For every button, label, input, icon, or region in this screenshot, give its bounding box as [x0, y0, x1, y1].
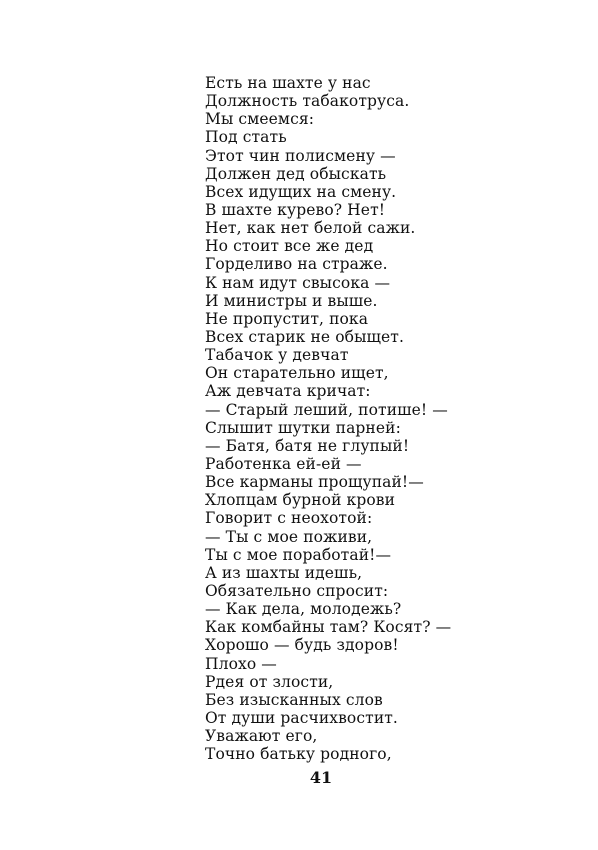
- poem-line: Табачок у девчат: [205, 346, 349, 365]
- poem-line: В шахте курево? Нет!: [205, 200, 386, 219]
- poem-line: Говорит с неохотой:: [205, 509, 373, 528]
- poem-line: Горделиво на страже.: [205, 255, 388, 274]
- poem-line: Плохо —: [205, 654, 277, 673]
- poem-line: Не пропустит, пока: [205, 309, 369, 328]
- poem-line: Всех старик не обыщет.: [205, 327, 404, 346]
- poem-line: Нет, как нет белой сажи.: [205, 219, 416, 238]
- poem-line: Точно батьку родного,: [205, 745, 392, 764]
- poem-line: Всех идущих на смену.: [205, 182, 397, 201]
- poem-line: — Ты с мое поживи,: [205, 527, 373, 546]
- poem-line: Работенка ей-ей —: [205, 454, 362, 473]
- page-number: 41: [309, 768, 333, 787]
- poem-line: Но стоит все же дед: [205, 237, 374, 256]
- poem-line: Хорошо — будь здоров!: [205, 636, 399, 655]
- poem-line: Этот чин полисмену —: [205, 146, 396, 165]
- poem-line: Без изысканных слов: [205, 690, 383, 709]
- poem-line: От души расчихвостит.: [205, 708, 398, 727]
- poem-line: Как комбайны там? Косят? —: [205, 618, 452, 637]
- poem-text: [205, 74, 451, 763]
- poem-line: Должен дед обыскать: [205, 164, 387, 183]
- poem-line: Есть на шахте у нас: [205, 74, 371, 92]
- poem-line: — Как дела, молодежь?: [205, 600, 402, 619]
- poem-line: А из шахты идешь,: [205, 563, 363, 582]
- poem-line: — Батя, батя не глупый!: [205, 436, 410, 455]
- poem-line: Рдея от злости,: [205, 672, 334, 691]
- poem-line: Уважают его,: [205, 727, 318, 746]
- poem-line: Под стать: [205, 128, 287, 147]
- poem-line: Хлопцам бурной крови: [205, 491, 396, 510]
- poem-line: К нам идут свысока —: [205, 273, 391, 292]
- poem-line: И министры и выше.: [205, 291, 378, 310]
- poem-line: Должность табакотруса.: [205, 92, 410, 111]
- poem-line: Он старательно ищет,: [205, 364, 389, 383]
- poem-line: Аж девчата кричат:: [205, 382, 371, 401]
- poem-line: Все карманы прощупай!—: [205, 473, 424, 492]
- poem-line: Слышит шутки парней:: [205, 418, 401, 437]
- poem-line: — Старый леший, потише! —: [205, 400, 448, 419]
- poem-line: Мы смеемся:: [205, 110, 315, 129]
- poem-line: Ты с мое поработай!—: [205, 545, 392, 564]
- poem-line: Обязательно спросит:: [205, 581, 389, 600]
